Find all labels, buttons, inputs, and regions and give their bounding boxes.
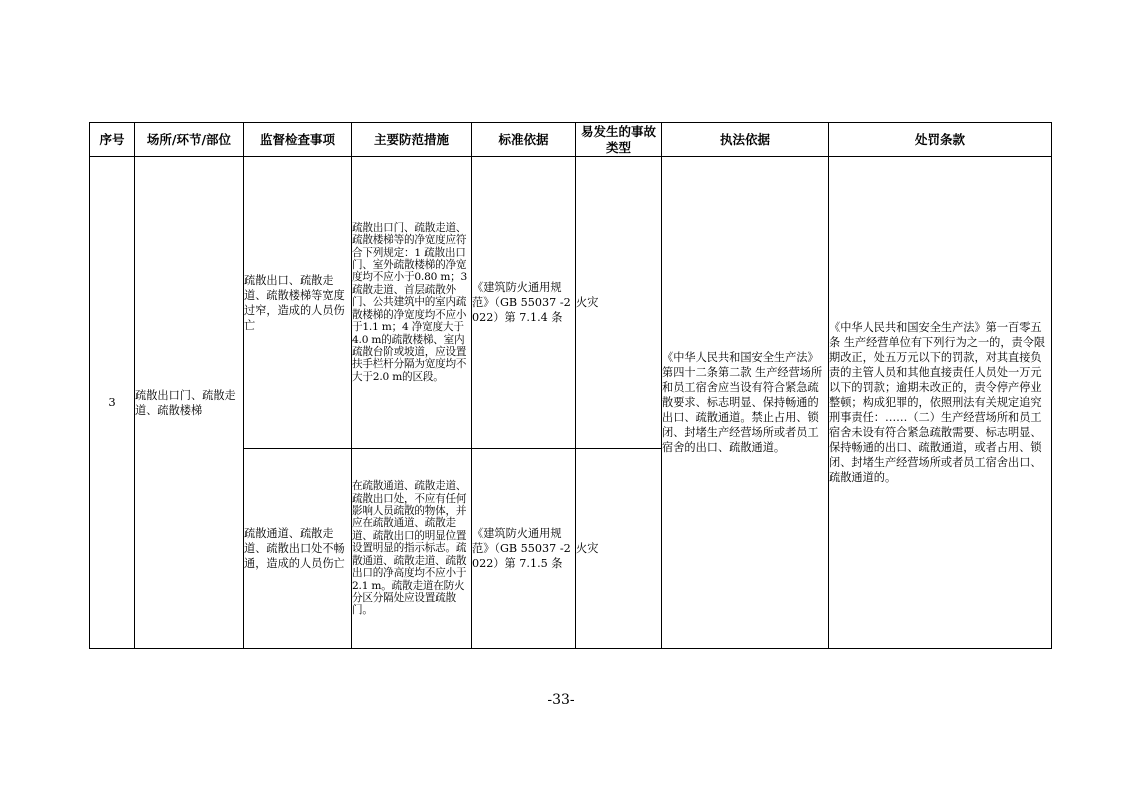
header-measures: 主要防范措施 <box>352 123 472 157</box>
standard-cell: 《建筑防火通用规范》（GB 55037 -2022）第 7.1.4 条 <box>472 157 576 449</box>
page-number: -33- <box>547 692 575 708</box>
standard-cell: 《建筑防火通用规范》（GB 55037 -2022）第 7.1.5 条 <box>472 449 576 649</box>
regulation-table <box>89 122 1052 649</box>
penalty-cell: 《中华人民共和国安全生产法》第一百零五条 生产经营单位有下列行为之一的，责令限期改正，处五万元以下的罚款，对其直接负责的主管人员和其他直接责任人员处一万元以下的罚款；逾期未改正的，责令停产停业整顿；构成犯罪的，依照刑法有关规定追究刑事责任：……（二）生产经营场所和员工宿舍未设有符合紧急疏散需要、标志明显、保持畅通的出口、疏散通道，或者占用、锁闭、封堵生产经营场所或者员工宿舍出口、疏散通道的。 <box>829 157 1052 649</box>
measures-cell: 在疏散通道、疏散走道、疏散出口处，不应有任何影响人员疏散的物体，并应在疏散通道、疏散走道、疏散出口的明显位置设置明显的指示标志。疏散通道、疏散走道、疏散出口的净高度均不应小于 2.1 m。疏散走道在防火分区分隔处应设置疏散门。 <box>352 449 472 649</box>
header-seq: 序号 <box>90 123 135 157</box>
header-penalty: 处罚条款 <box>829 123 1052 157</box>
inspection-item-cell: 疏散通道、疏散走道、疏散出口处不畅通，造成的人员伤亡 <box>244 449 352 649</box>
header-accident-type: 易发生的事故类型 <box>576 123 662 157</box>
measures-cell: 疏散出口门、疏散走道、疏散楼梯等的净宽度应符合下列规定：1 疏散出口门、室外疏散楼梯的净宽度均不应小于0.80 m；3 疏散走道、首层疏散外门、公共建筑中的室内疏散楼梯的净宽度均不应小于1.1 m；4 净宽度大于4.0 m的疏散楼梯、室内疏散台阶或坡道，应设置扶手栏杆分隔为宽度均不大于2.0 m的区段。 <box>352 157 472 449</box>
header-inspection-item: 监督检查事项 <box>244 123 352 157</box>
header-standard: 标准依据 <box>472 123 576 157</box>
table-row <box>90 157 1052 449</box>
header-law-basis: 执法依据 <box>662 123 829 157</box>
accident-type-cell: 火灾 <box>576 449 662 649</box>
header-place: 场所/环节/部位 <box>135 123 244 157</box>
header-row <box>90 123 1052 157</box>
inspection-item-cell: 疏散出口、疏散走道、疏散楼梯等宽度过窄，造成的人员伤亡 <box>244 157 352 449</box>
accident-type-cell: 火灾 <box>576 157 662 449</box>
place-cell: 疏散出口门、疏散走道、疏散楼梯 <box>135 157 244 649</box>
law-basis-cell: 《中华人民共和国安全生产法》第四十二条第二款 生产经营场所和员工宿舍应当设有符合紧急疏散要求、标志明显、保持畅通的出口、疏散通道。禁止占用、锁闭、封堵生产经营场所或者员工宿舍的出口、疏散通道。 <box>662 157 829 649</box>
seq-cell: 3 <box>90 157 135 649</box>
